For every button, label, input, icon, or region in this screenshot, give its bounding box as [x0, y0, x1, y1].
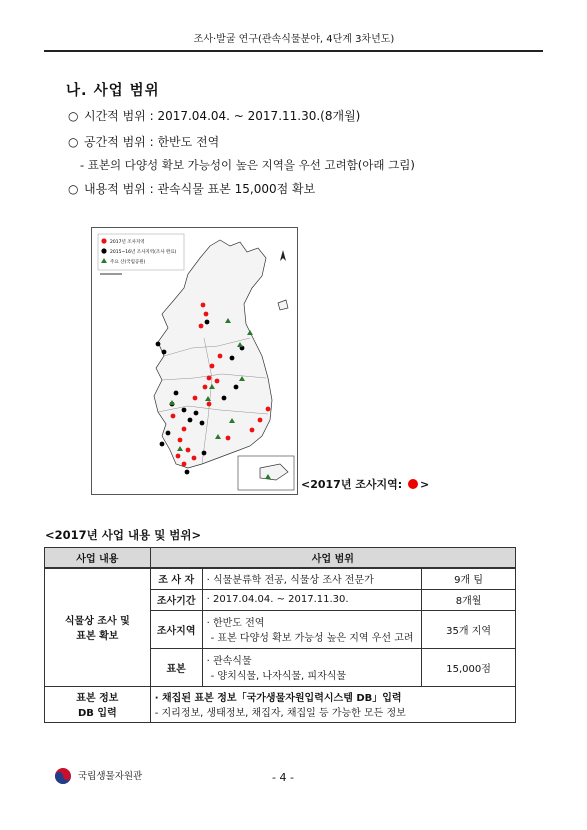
row-desc: · 식물분류학 전공, 식물상 조사 전문가	[202, 568, 422, 589]
table-row	[45, 686, 516, 722]
map-caption-text: <2017년 조사지역:	[301, 478, 407, 491]
scope-content-text: 내용적 범위 : 관속식물 표본 15,000점 확보	[84, 182, 316, 196]
section-title: 나. 사업 범위	[66, 83, 160, 99]
group2-label-line: 표본 정보	[76, 693, 119, 704]
row-desc-line: - 양치식물, 나자식물, 피자식물	[210, 671, 347, 682]
row-amount: 8개월	[422, 589, 516, 610]
peninsula-outline	[154, 240, 288, 480]
table-header-content: 사업 내용	[45, 548, 151, 569]
group1-label-line: 식물상 조사 및	[64, 616, 130, 628]
taegeuk-logo-icon	[54, 767, 72, 785]
table-header-scope: 사업 범위	[150, 548, 515, 569]
group2-desc-line: - 지리정보, 생태정보, 채집자, 채집일 등 가능한 모든 정보	[154, 708, 406, 719]
scope-spatial-text: 공간적 범위 : 한반도 전역	[84, 135, 220, 149]
table-header-row	[45, 548, 516, 569]
legend-black-dot	[101, 248, 106, 253]
row-desc-line: - 표본 다양성 확보 가능성 높은 지역 우선 고려	[210, 633, 414, 644]
row-desc: · 2017.04.04. ~ 2017.11.30.	[202, 589, 422, 610]
running-header: 조사·발굴 연구(관속식물분야, 4단계 3차년도)	[193, 34, 395, 45]
bullet-circle-icon: ○	[68, 135, 79, 149]
row-desc	[202, 610, 422, 648]
map-caption-end: >	[420, 478, 430, 491]
group2-desc-line: · 채집된 표본 정보「국가생물자원입력시스템 DB」입력	[154, 693, 402, 704]
row-label: 조사기간	[150, 589, 202, 610]
legend-item-mountain: 주요 산(국립공원)	[110, 260, 146, 265]
row-amount: 15,000점	[422, 648, 516, 686]
red-dot-icon	[408, 479, 418, 489]
north-arrow-icon	[280, 250, 286, 261]
row-desc-line: · 한반도 전역	[206, 618, 265, 629]
scope-temporal	[68, 107, 360, 124]
scope-table	[44, 547, 516, 723]
legend-red-dot	[101, 238, 106, 243]
scope-temporal-text: 시간적 범위 : 2017.04.04. ~ 2017.11.30.(8개월)	[84, 109, 361, 123]
legend-item-2017: 2017년 조사지역	[110, 240, 145, 245]
row-desc	[202, 648, 422, 686]
row-desc-line: · 관속식물	[206, 656, 252, 667]
table-row	[45, 568, 516, 589]
group2-desc	[150, 686, 515, 722]
map-caption	[301, 476, 429, 492]
footer-org-name: 국립생물자원관	[78, 771, 143, 782]
legend-item-past: 2015~16년 조사지역(조사 완료)	[110, 250, 177, 255]
scope-content	[68, 180, 315, 197]
survey-map	[91, 227, 298, 495]
group1-label-line: 표본 확보	[76, 631, 119, 643]
row-label: 조 사 자	[150, 568, 202, 589]
group2-label-line: DB 입력	[78, 708, 117, 719]
table-title: <2017년 사업 내용 및 범위>	[45, 528, 202, 542]
scope-spatial	[68, 133, 219, 150]
row-amount: 35개 지역	[422, 610, 516, 648]
row-label: 표본	[150, 648, 202, 686]
bullet-circle-icon: ○	[68, 182, 79, 196]
scope-spatial-note: - 표본의 다양성 확보 가능성이 높은 지역을 우선 고려함(아래 그림)	[80, 158, 415, 172]
row-label: 조사지역	[150, 610, 202, 648]
korea-map-figure	[92, 228, 297, 494]
row-amount: 9개 팀	[422, 568, 516, 589]
group1-label	[45, 568, 151, 686]
group2-label	[45, 686, 151, 722]
header-rule	[44, 50, 543, 52]
page-number: - 4 -	[272, 771, 294, 784]
bullet-circle-icon: ○	[68, 109, 79, 123]
